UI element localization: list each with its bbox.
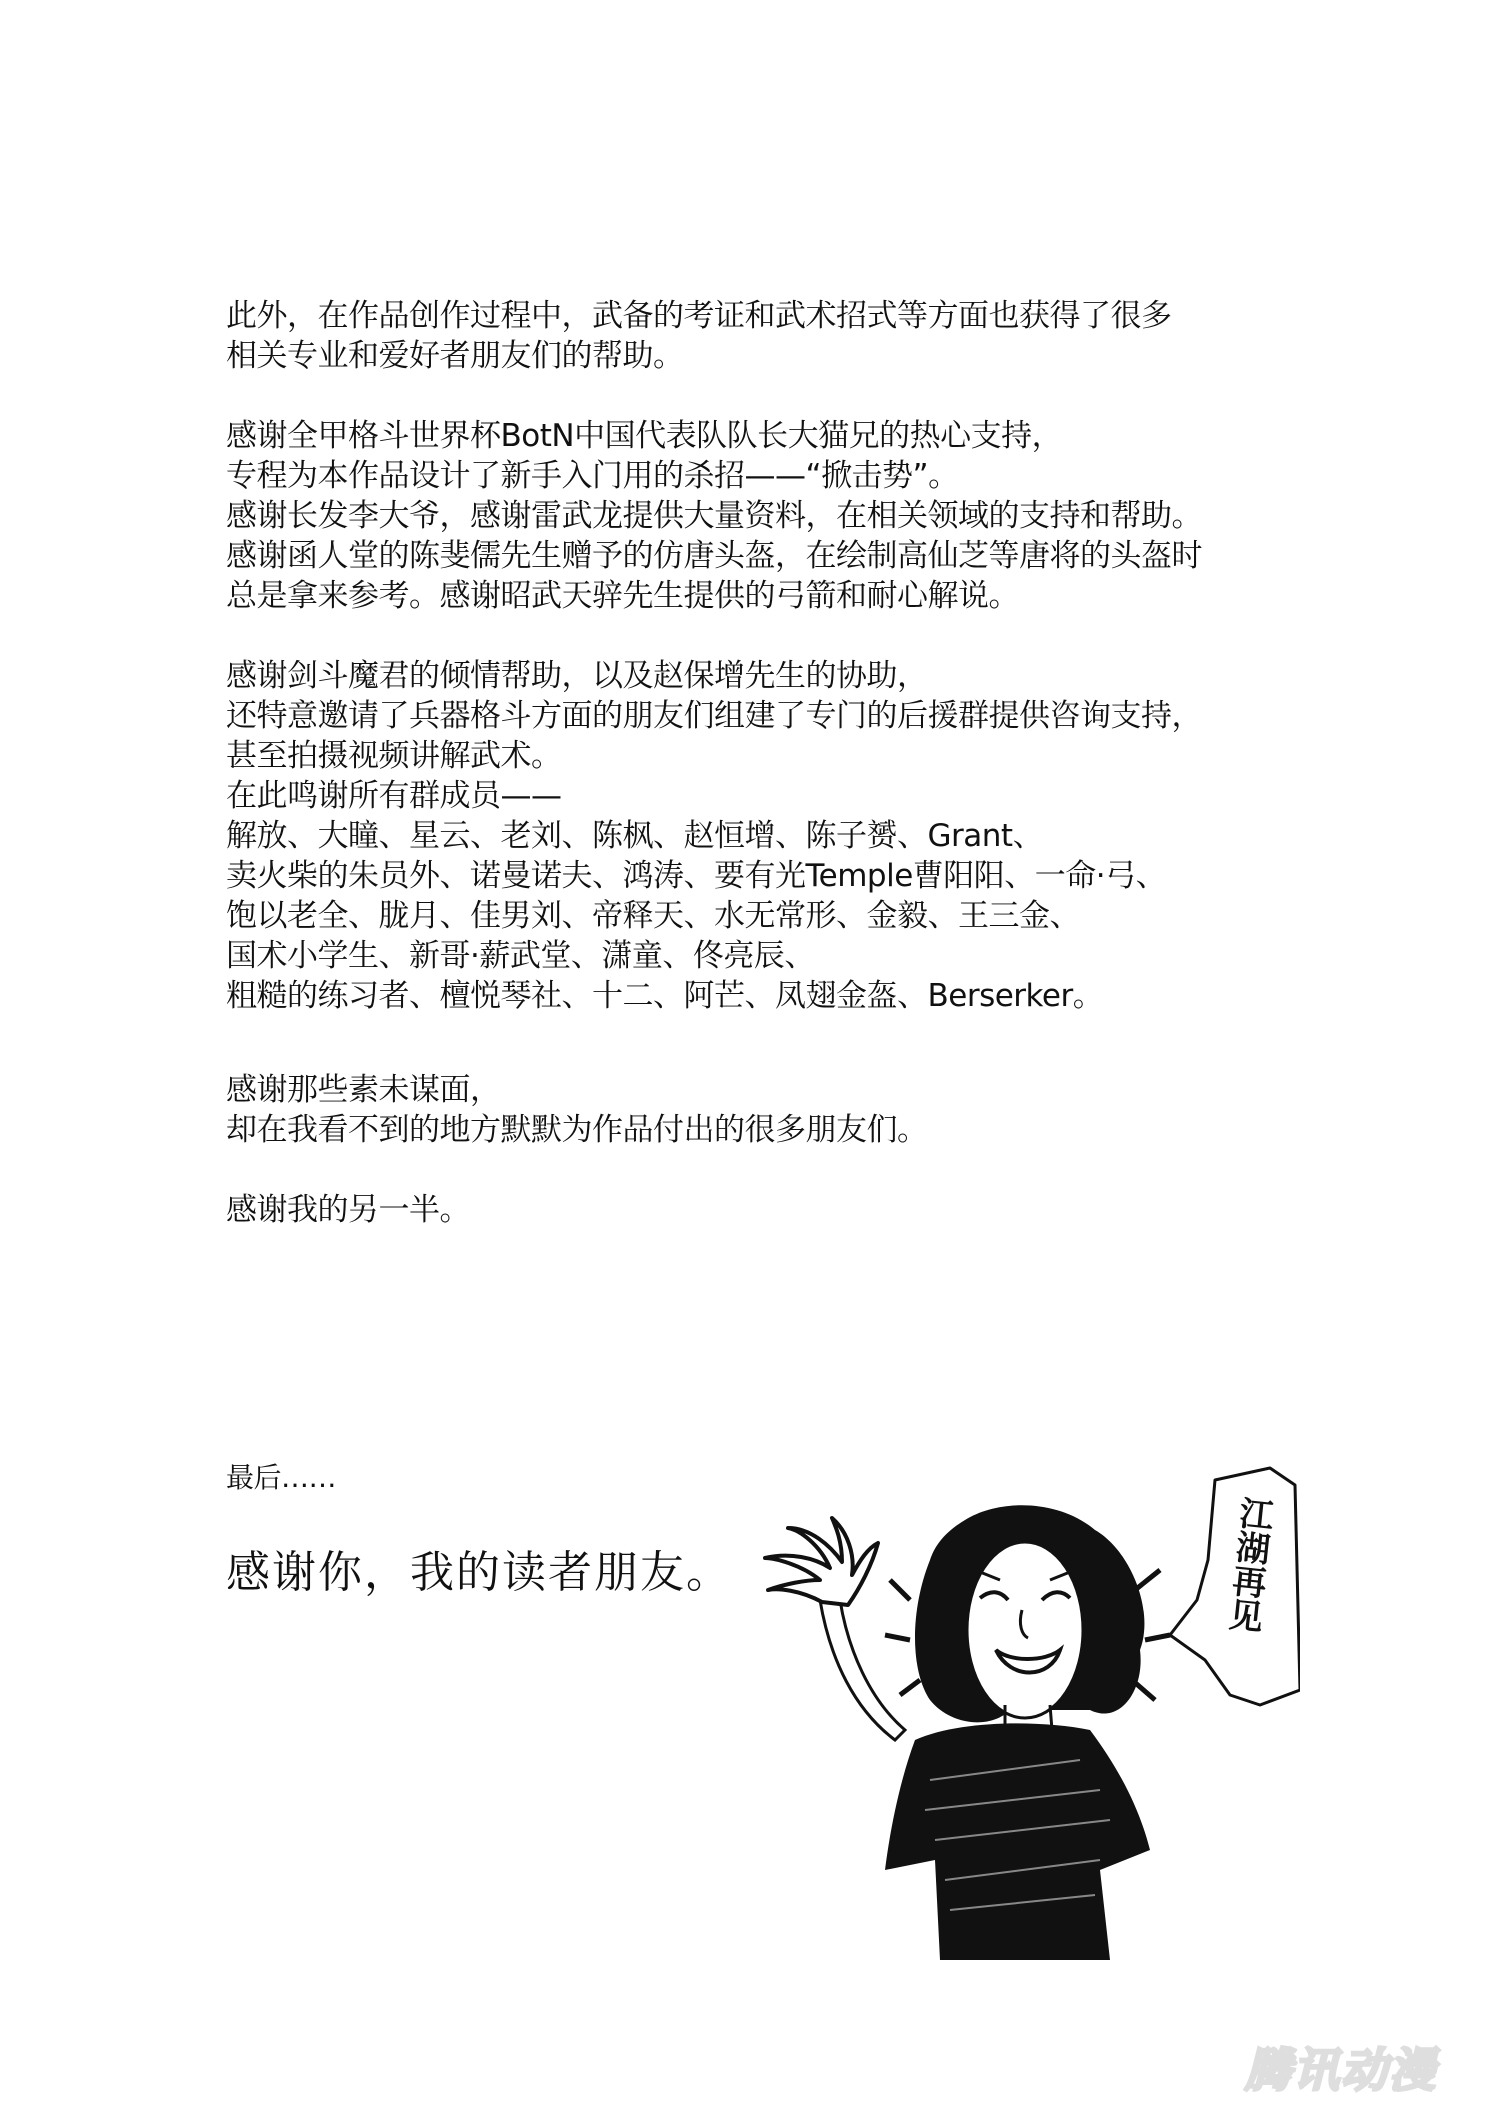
group-members-list: [226, 816, 1166, 1016]
thanks-paragraph-1: [226, 416, 1202, 616]
text-line: 感谢全甲格斗世界杯BotN中国代表队队长大猫兄的热心支持，: [226, 418, 1063, 454]
reader-thanks-heading: 感谢你，我的读者朋友。: [226, 1547, 732, 1598]
text-line: 相关专业和爱好者朋友们的帮助。: [226, 338, 684, 374]
text-line: 此外，在作品创作过程中，武备的考证和武术招式等方面也获得了很多: [226, 298, 1172, 334]
thanks-paragraph-2: [226, 656, 1202, 816]
speech-bubble-text: 江湖再见: [1220, 1494, 1275, 1634]
text-line: 感谢我的另一半。: [226, 1192, 470, 1228]
text-line: 在此鸣谢所有群成员——: [226, 778, 562, 814]
publisher-watermark-logo: 腾讯动漫: [1245, 2043, 1437, 2097]
text-line: 还特意邀请了兵器格斗方面的朋友们组建了专门的后援群提供咨询支持，: [226, 698, 1202, 734]
text-line: 专程为本作品设计了新手入门用的杀招——“掀击势”。: [226, 458, 959, 494]
text-line: 解放、大瞳、星云、老刘、陈枫、赵恒增、陈子赟、Grant、: [226, 818, 1044, 854]
text-line: 总是拿来参考。感谢昭武天骍先生提供的弓箭和耐心解说。: [226, 578, 1019, 614]
text-line: 感谢长发李大爷，感谢雷武龙提供大量资料，在相关领域的支持和帮助。: [226, 498, 1202, 534]
text-line: 粗糙的练习者、檀悦琴社、十二、阿芒、凤翅金盔、Berserker。: [226, 978, 1104, 1014]
finally-label: 最后……: [226, 1461, 337, 1494]
intro-paragraph: [226, 296, 1172, 376]
text-line: 国术小学生、新哥·薪武堂、潇童、佟亮辰、: [226, 938, 815, 974]
partner-paragraph: [226, 1190, 470, 1230]
hand-icon: [765, 1518, 878, 1605]
text-line: 却在我看不到的地方默默为作品付出的很多朋友们。: [226, 1112, 928, 1148]
text-line: 感谢那些素未谋面，: [226, 1072, 501, 1108]
text-line: 感谢函人堂的陈斐儒先生赠予的仿唐头盔，在绘制高仙芝等唐将的头盔时: [226, 538, 1202, 574]
text-line: 卖火柴的朱员外、诺曼诺夫、鸿涛、要有光Temple曹阳阳、一命·弓、: [226, 858, 1167, 894]
text-line: 饱以老全、胧月、佳男刘、帝释天、水无常形、金毅、王三金、: [226, 898, 1080, 934]
text-line: 感谢剑斗魔君的倾情帮助，以及赵保增先生的协助，: [226, 658, 928, 694]
unseen-friends-paragraph: [226, 1070, 928, 1150]
text-line: 甚至拍摄视频讲解武术。: [226, 738, 562, 774]
